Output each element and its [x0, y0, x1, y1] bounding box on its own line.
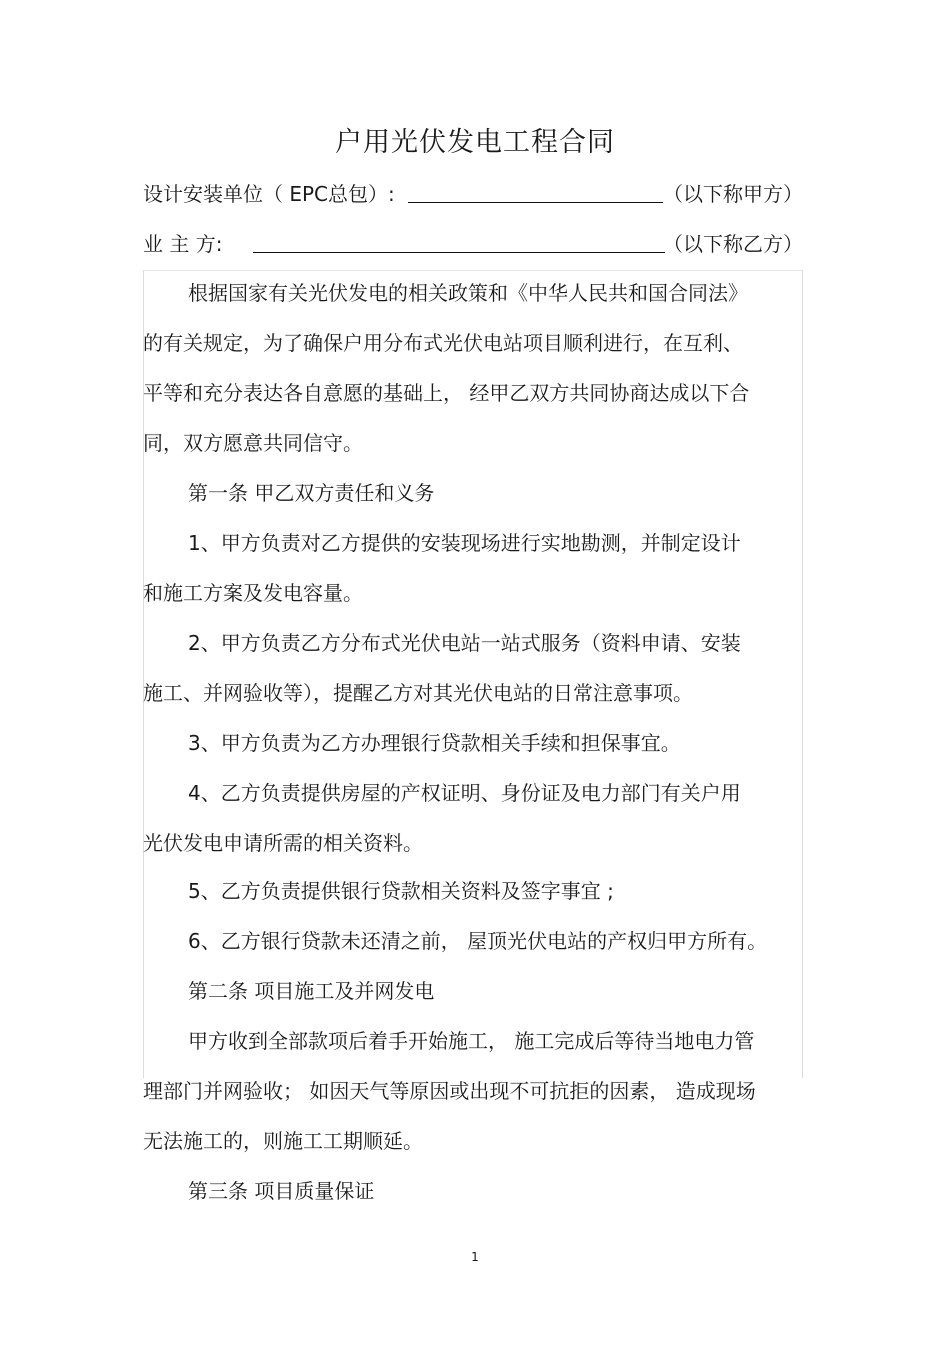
body-line: 6、乙方银行贷款未还清之前， 屋顶光伏电站的产权归甲方所有。: [188, 929, 768, 953]
section-heading: 第三条 项目质量保证: [188, 1179, 375, 1203]
party-a-blank-line: [408, 202, 663, 203]
body-line: 光伏发电申请所需的相关资料。: [143, 831, 423, 855]
party-b-row: [143, 228, 803, 258]
body-line: 和施工方案及发电容量。: [143, 581, 363, 605]
document-title: 户用光伏发电工程合同: [335, 127, 615, 158]
body-line: 平等和充分表达各自意愿的基础上， 经甲乙双方共同协商达成以下合: [143, 381, 750, 405]
party-b-label: 业 主 方:: [143, 232, 223, 256]
body-line: 根据国家有关光伏发电的相关政策和《中华人民共和国合同法》: [188, 281, 748, 305]
body-line: 的有关规定，为了确保户用分布式光伏电站项目顺利进行，在互利、: [143, 331, 743, 355]
body-line: 理部门并网验收； 如因天气等原因或出现不可抗拒的因素， 造成现场: [143, 1079, 756, 1103]
body-line: 5、乙方负责提供银行贷款相关资料及签字事宜 ;: [188, 879, 614, 903]
body-line: 施工、并网验收等），提醒乙方对其光伏电站的日常注意事项。: [143, 681, 693, 705]
party-b-suffix: （以下称乙方）: [663, 232, 803, 256]
body-line: 无法施工的，则施工工期顺延。: [143, 1129, 423, 1153]
party-a-label: 设计安装单位（ EPC总包）:: [143, 182, 395, 206]
section-heading: 第二条 项目施工及并网发电: [188, 979, 435, 1003]
party-b-blank-line: [253, 252, 665, 253]
body-line: 甲方收到全部款项后着手开始施工， 施工完成后等待当地电力管: [188, 1029, 755, 1053]
body-line: 1、甲方负责对乙方提供的安装现场进行实地勘测，并制定设计: [188, 531, 741, 555]
body-line: 2、甲方负责乙方分布式光伏电站一站式服务（资料申请、安装: [188, 631, 741, 655]
section-heading: 第一条 甲乙双方责任和义务: [188, 481, 435, 505]
body-line: 3、甲方负责为乙方办理银行贷款相关手续和担保事宜。: [188, 731, 681, 755]
body-line: 4、乙方负责提供房屋的产权证明、身份证及电力部门有关户用: [188, 781, 741, 805]
body-line: 同，双方愿意共同信守。: [143, 431, 363, 455]
party-a-row: [143, 178, 803, 208]
party-a-suffix: （以下称甲方）: [663, 182, 803, 206]
page-number: 1: [471, 1250, 479, 1264]
